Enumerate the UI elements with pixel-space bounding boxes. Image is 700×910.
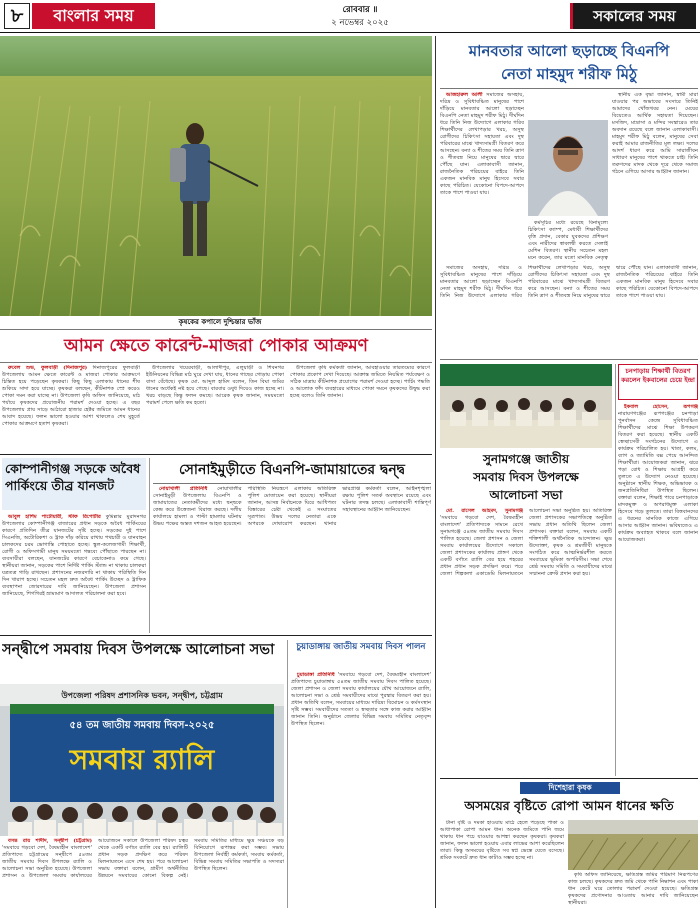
cooperative-rally-photo — [0, 684, 284, 836]
crop-field-photo — [0, 36, 432, 316]
brand-logo: সকালের সময় — [570, 3, 696, 29]
rally-banner-line-1: ৫৪ তম জাতীয় সমবায় দিবস-২০২৫ — [69, 720, 215, 731]
mithu-body-wide: সমাজের অসহায়, দরিদ্র ও সুবিধাবঞ্চিত মানুষের পাশে দাঁড়িয়ে মানবতার আলো ছড়াচ্ছেন বিএনপি নেতা মাহমুদ শরীফ মিঠু। দীর্ঘদিন ধরে তিনি নিজ উদ্যোগে এলাকার গরিব শিক্ষার্থীদের লেখাপড়ার খরচ, অসুস্থ রোগীদের চিকিৎসা সহায়তা এবং দুস্থ পরিবারের মাঝে খাদ্যসামগ্রী বিতরণ করে আসছেন। বন্যা ও শীতের সময় তিনি ত্রাণ ও শীতবস্ত্র নিয়ে মানুষের দ্বারে দ্বারে পৌঁছে যান। এলাকাবাসী জানান, রাজনৈতিক পরিচয়ের বাইরে তিনি একজন মানবিক মানুষ হিসেবে সবার কাছে পরিচিত। যেকোনো বিপদে-আপদে তাকে পাশে পাওয়া যায়। — [440, 265, 698, 299]
sandwip-body: বসন্ত রায় শাদীদ, সন্দ্বীপ (চট্টগ্রাম) 'সমবায়ে গড়বো দেশ, বৈষম্যহীন বাংলাদেশ' প্রতিপাদ্যে চট্টগ্রামের সন্দ্বীপে ৫৪তম জাতীয় সমবায় দিবস উপলক্ষে র‍্যালি ও আলোচনা সভা অনুষ্ঠিত হয়েছে। উপজেলা প্রশাসন ও উপজেলা সমবায় কার্যালয়ের আয়োজনে সকালে উপজেলা পরিষদ চত্বর থেকে একটি বর্ণাঢ্য র‍্যালি বের হয়। র‍্যালিটি প্রধান সড়ক প্রদক্ষিণ করে পরিষদ মিলনায়তনে এসে শেষ হয়। পরে আলোচনা সভায় বক্তারা বলেন, গ্রামীণ অর্থনীতির উন্নয়নে সমবায়ের কোনো বিকল্প নেই। সমবায় সমিতির মাধ্যমে ক্ষুদ্র সঞ্চয়কে বড় বিনিয়োগে রূপান্তর করা সম্ভব। সভায় উপজেলা নির্বাহী কর্মকর্তা, সমবায় কর্মকর্তা, বিভিন্ন সমবায় সমিতির সভাপতি ও সদস্যরা উপস্থিত ছিলেন। — [2, 838, 284, 879]
road-body: আবুল হাশিম পাটোয়ারী, স্টাফ রিপোর্টার কুমিল্লার মুরাদনগর উপজেলার কোম্পানীগঞ্জ বাজারের প্রধান সড়কে অবৈধ পার্কিংয়ের কারণে প্রতিদিন তীব্র যানজটের সৃষ্টি হচ্ছে। সড়কের দুই পাশে সিএনজি, অটোরিকশা ও ট্রাক দাঁড় করিয়ে রাখায় পথচারী ও যানবাহন চালকদের চরম ভোগান্তি পোহাতে হচ্ছে। স্কুল-কলেজগামী শিক্ষার্থী, রোগী ও অফিসগামী মানুষ সময়মতো গন্তব্যে পৌঁছাতে পারছেন না। ব্যবসায়ীরা বলছেন, যানজটের কারণে বেচাকেনাও কমে গেছে। স্থানীয়রা জানান, সড়কের পাশে নির্দিষ্ট পার্কিং স্ট্যান্ড না থাকায় চালকরা যত্রতত্র গাড়ি রাখছেন। প্রশাসনের নজরদারি না থাকায় পরিস্থিতি দিন দিন খারাপ হচ্ছে। সচেতন মহল দ্রুত অবৈধ পার্কিং উচ্ছেদ ও ট্রাফিক ব্যবস্থাপনা জোরদারের দাবি জানিয়েছেন। উপজেলা প্রশাসন জানিয়েছে, শিগগিরই ভ্রাম্যমাণ আদালত পরিচালনা করা হবে। — [2, 514, 146, 597]
mithu-body-col-1: আজহারুল আলী সমাজের অসহায়, দরিদ্র ও সুবিধাবঞ্চিত মানুষের পাশে দাঁড়িয়ে মানবতার আলো ছড়াচ্ছেন বিএনপি নেতা মাহমুদ শরীফ মিঠু। দীর্ঘদিন ধরে তিনি নিজ উদ্যোগে এলাকার গরিব শিক্ষার্থীদের লেখাপড়ার খরচ, অসুস্থ রোগীদের চিকিৎসা সহায়তা এবং দুস্থ পরিবারের মাঝে খাদ্যসামগ্রী বিতরণ করে আসছেন। বন্যা ও শীতের সময় তিনি ত্রাণ ও শীতবস্ত্র নিয়ে মানুষের দ্বারে দ্বারে পৌঁছে যান। এলাকাবাসী জানান, রাজনৈতিক পরিচয়ের বাইরে তিনি একজন মানবিক মানুষ হিসেবে সবার কাছে পরিচিত। যেকোনো বিপদে-আপদে তাকে পাশে পাওয়া যায়। — [440, 92, 524, 196]
header-day: রোববার ॥ — [342, 5, 378, 15]
sunamganj-headline-2: সমবায় দিবস উপলক্ষে — [473, 470, 579, 484]
chuadanga-body: চুয়াডাঙ্গা প্রতিনিধি 'সমবায়ে গড়বো দেশ, বৈষম্যহীন বাংলাদেশ' প্রতিপাদ্যে চুয়াডাঙ্গায় ৫৪তম জাতীয় সমবায় দিবস পালিত হয়েছে। জেলা প্রশাসন ও জেলা সমবায় কার্যালয়ের যৌথ আয়োজনে র‍্যালি, আলোচনা সভা ও শ্রেষ্ঠ সমবায়ীদের মাঝে পুরস্কার বিতরণ করা হয়। প্রধান অতিথি বলেন, সমবায়ের মাধ্যমে দারিদ্র্য বিমোচন ও কর্মসংস্থান সৃষ্টি সম্ভব। সমবায়ীদের সততা ও স্বচ্ছতার সঙ্গে কাজ করার আহ্বান জানান তিনি। অনুষ্ঠানে জেলার বিভিন্ন সমবায় সমিতির নেতৃবৃন্দ উপস্থিত ছিলেন। — [291, 672, 431, 727]
mithu-headline-2: নেতা মাহমুদ শরীফ মিঠু — [500, 65, 638, 83]
rain-body-col-1: টানা বৃষ্টি ও দমকা হাওয়ায় মাঠে হেলে পড়েছে পাকা ও আধাপাকা রোপা আমন ধান। অনেক জমিতে পানি জমে থাকায় ধান পচে যাওয়ার আশঙ্কা করছেন কৃষকরা। কৃষকরা জানান, ফলন ভালো হওয়ায় এবার লাভের আশা করেছিলেন তারা। কিন্তু অসময়ের বৃষ্টিতে সব স্বপ্ন ভেস্তে যেতে বসেছে। শ্রমিক সংকটে দ্রুত ধান কাটাও সম্ভব হচ্ছে না। — [440, 820, 564, 861]
crop-body-col-1: রুবেল শুভ, ফুলবাড়ী (দিনাজপুর) দিনাজপুরের ফুলবাড়ী উপজেলায় আমন ক্ষেতে কারেন্ট ও মাজরা পোকার আক্রমণে চিন্তিত হয়ে পড়েছেন কৃষকরা। কিছু কিছু এলাকায় ধানের শীষ শুকিয়ে সাদা হয়ে যাচ্ছে। কৃষকরা বলছেন, কীটনাশক স্প্রে করেও পোকা দমন করা যাচ্ছে না। উপজেলা কৃষি অফিস জানিয়েছে, মাঠ পর্যায়ে কৃষকদের প্রয়োজনীয় পরামর্শ দেওয়া হচ্ছে। এ বছর উপজেলায় প্রায় সাড়ে আঠারো হাজার হেক্টর জমিতে আমন ধানের আবাদ হয়েছে। ফলন ভালো হওয়ার আশা থাকলেও শেষ মুহূর্তে পোকার আক্রমণে হতাশ কৃষকরা। — [2, 365, 140, 427]
sunamganj-headline-3: আলোচনা সভা — [489, 488, 563, 502]
crop-body-col-3: উপজেলা কৃষি কর্মকর্তা জানান, আবহাওয়ার তারতম্যের কারণে পোকার প্রকোপ দেখা দিয়েছে। আক্রান্ত জমিতে নিয়মিত পর্যবেক্ষণ ও সঠিক মাত্রায় কীটনাশক প্রয়োগের পরামর্শ দেওয়া হচ্ছে। পার্চিং পদ্ধতি ও আলোক ফাঁদ ব্যবহারের মাধ্যমে পোকা দমনে কৃষকদের উদ্বুদ্ধ করা হচ্ছে বলেও তিনি জানান। — [290, 365, 430, 399]
sunamganj-body: মো. রাসেল আহমদ, সুনামগঞ্জ 'সমবায়ে গড়বো দেশ, বৈষম্যহীন বাংলাদেশ' প্রতিপাদ্যকে সামনে রেখে সুনামগঞ্জে ৫৪তম জাতীয় সমবায় দিবস পালিত হয়েছে। জেলা প্রশাসন ও জেলা সমবায় কার্যালয়ের উদ্যোগে সকালে জেলা প্রশাসকের কার্যালয় প্রাঙ্গণ থেকে একটি বর্ণাঢ্য র‍্যালি বের হয়ে শহরের প্রধান প্রধান সড়ক প্রদক্ষিণ করে। পরে জেলা শিল্পকলা একাডেমি মিলনায়তনে আলোচনা সভা অনুষ্ঠিত হয়। অতিরিক্ত জেলা প্রশাসকের সভাপতিত্বে অনুষ্ঠিত সভায় প্রধান অতিথি ছিলেন জেলা প্রশাসক। বক্তারা বলেন, সমবায় একটি শক্তিশালী অর্থনৈতিক আন্দোলন। ক্ষুদ্র উদ্যোক্তা, কৃষক ও শ্রমজীবী মানুষকে সংগঠিত করে আত্মনির্ভরশীল করতে সমবায়ের ভূমিকা অপরিসীম। সভা শেষে শ্রেষ্ঠ সমবায় সমিতি ও সমবায়ীদের মাঝে সম্মাননা ক্রেস্ট প্রদান করা হয়। — [440, 508, 612, 577]
mithu-portrait-photo — [528, 120, 608, 216]
blanket-headline: চনপাড়ায় শিক্ষার্থী বিতরণ করলেন ইকবালের চেয়ে ইন্দ্রা — [618, 364, 698, 400]
bnp-clash-body: নোয়াখালী প্রতিনিধি নোয়াখালীর সোনাইমুড়ী উপজেলায় বিএনপি ও জামায়াতের নেতাকর্মীদের মধ্যে দ্বন্দ্বকে কেন্দ্র করে উত্তেজনা বিরাজ করছে। দলীয় কার্যালয়ে হামলা ও পাল্টা হামলার ঘটনায় উভয় পক্ষের অন্তত দশজন আহত হয়েছেন। পরিস্থিতি নিয়ন্ত্রণে এলাকায় অতিরিক্ত পুলিশ মোতায়েন করা হয়েছে। স্থানীয়রা জানান, আসন্ন নির্বাচনকে ঘিরে আধিপত্য বিস্তারের চেষ্টা থেকেই এ সংঘাতের সূত্রপাত। উভয় দলের নেতারা একে অপরকে দোষারোপ করছেন। থানার ভারপ্রাপ্ত কর্মকর্তা বলেন, আইনশৃঙ্খলা রক্ষায় পুলিশ সতর্ক অবস্থানে রয়েছে এবং ঘটনার তদন্ত চলছে। এলাকাবাসী শান্তিপূর্ণ সহাবস্থানের আহ্বান জানিয়েছেন। — [153, 486, 431, 527]
mithu-headline-1: মানবতার আলো ছড়াচ্ছে বিএনপি — [468, 42, 670, 60]
rain-kicker: দিশেহারা কৃষক — [520, 782, 620, 794]
page-number: ৮ — [4, 3, 30, 29]
mithu-body-col-2: কর্মসূচির মধ্যে রয়েছে বিনামূল্যে চিকিৎসা ক্যাম্প, মেধাবী শিক্ষার্থীদের বৃত্তি প্রদান, বেকার যুবকদের প্রশিক্ষণ এবং নারীদের স্বাবলম্বী করতে সেলাই মেশিন বিতরণ। স্থানীয় সচেতন মহল মনে করেন, তার মতো মানবিক নেতৃত্ব — [528, 220, 608, 261]
chuadanga-headline: চুয়াডাঙ্গায় জাতীয় সমবায় দিবস পালন — [296, 642, 426, 652]
header-date: ২ নভেম্বর ২০২৫ — [331, 18, 389, 28]
rain-body-col-2: কৃষি অফিস জানিয়েছে, ক্ষতিগ্রস্ত জমির পরিমাণ নিরূপণের কাজ চলছে। কৃষকদের দ্রুত জমি থেকে পানি নিষ্কাশন এবং পাকা ধান কেটে ঘরে তোলার পরামর্শ দেওয়া হয়েছে। ক্ষতিগ্রস্ত কৃষকদের প্রণোদনার আওতায় আনার দাবি জানিয়েছেন স্থানীয়রা। — [568, 872, 698, 906]
rain-damaged-field-photo — [568, 820, 698, 870]
crop-body-col-2: উপজেলার খয়েরবাড়ী, আলাদীপুর, এলুয়াড়ী ও শিবনগর ইউনিয়নের বিভিন্ন মাঠ ঘুরে দেখা যায়, ধানের গাছের গোড়ায় পোকা বাসা বেঁধেছে। কৃষক মো. আব্দুল হামিদ বলেন, তিন বিঘা জমির ধানের অর্ধেকই নষ্ট হয়ে গেছে। বারবার ওষুধ দিয়েও কাজ হচ্ছে না। খরচ বাড়ছে কিন্তু ফলন কমছে। আরেক কৃষক জানান, সময়মতো পরামর্শ পেলে ক্ষতি কম হতো। — [146, 365, 284, 406]
sunamganj-headline-1: সুনামগঞ্জে জাতীয় — [482, 452, 570, 466]
crop-headline: আমন ক্ষেতে কারেন্ট-মাজরা পোকার আক্রমণ — [64, 336, 368, 356]
rally-banner-line-2: সমবায় র‍্যালি — [69, 743, 215, 776]
rally-banner-top: উপজেলা পরিষদ প্রশাসনিক ভবন, সন্দ্বীপ, চট্টগ্রাম — [61, 690, 223, 700]
sandwip-headline: সন্দ্বীপে সমবায় দিবস উপলক্ষে আলোচনা সভা — [2, 641, 275, 658]
cooperative-meeting-photo — [440, 364, 612, 448]
bnp-clash-headline: সোনাইমুড়ীতে বিএনপি-জামায়াতের দ্বন্দ্ব — [178, 462, 405, 478]
road-headline: কোম্পানীগঞ্জ সড়কে অবৈধ পার্কিংয়ে তীব্র যানজট — [2, 458, 146, 510]
rain-headline: অসময়ের বৃষ্টিতে রোপা আমন ধানের ক্ষতি — [464, 798, 674, 813]
page-header — [0, 0, 700, 33]
photo-caption: কৃষকের কপালে দুশ্চিন্তার ভাঁজ — [178, 317, 262, 326]
section-title: বাংলার সময় — [32, 3, 155, 29]
mithu-body-col-3: স্থানীয় এক বৃদ্ধা জানান, স্বামী মারা যাওয়ার পর অভাবের সংসারে তিনিই আমাদের খোঁজখবর নেন। মেয়ের বিয়েতেও আর্থিক সহায়তা দিয়েছেন। মসজিদ, মাদ্রাসা ও মন্দির সংস্কারেও তার অবদান রয়েছে বলে জানান এলাকাবাসী। মাহমুদ শরীফ মিঠু বলেন, মানুষের সেবা করাই আমার রাজনীতির মূল লক্ষ্য। দলের আদর্শ ধারণ করে আমি সারাজীবন সাধারণ মানুষের পাশে থাকতে চাই। তিনি তরুণদের মাদক থেকে দূরে থেকে সমাজ গঠনে এগিয়ে আসার আহ্বান জানান। — [612, 92, 698, 175]
blanket-body: ইকবাল হোসেন, রূপগঞ্জ নারায়ণগঞ্জের রূপগঞ্জের চনপাড়া পুনর্বাসন কেন্দ্রে সুবিধাবঞ্চিত শিক্ষার্থীদের মাঝে শিক্ষা উপকরণ বিতরণ করা হয়েছে। স্থানীয় একটি স্বেচ্ছাসেবী সংগঠনের উদ্যোগে এ কার্যক্রম পরিচালিত হয়। খাতা, কলম, ব্যাগ ও জ্যামিতি বক্স পেয়ে আনন্দিত শিক্ষার্থীরা। আয়োজকরা জানান, ঝরে পড়া রোধ ও শিক্ষায় আগ্রহী করে তুলতে এ উদ্যোগ নেওয়া হয়েছে। অনুষ্ঠানে স্থানীয় শিক্ষক, অভিভাবক ও জনপ্রতিনিধিরা উপস্থিত ছিলেন। বক্তারা বলেন, শিক্ষাই পারে চনপাড়াকে মাদকমুক্ত ও অপরাধমুক্ত এলাকা হিসেবে গড়ে তুলতে। তারা বিত্তবানদের এ ধরনের মানবিক কাজে এগিয়ে আসার আহ্বান জানান। ভবিষ্যতেও এ কার্যক্রম অব্যাহত থাকবে বলে জানান আয়োজকরা। — [618, 404, 698, 543]
